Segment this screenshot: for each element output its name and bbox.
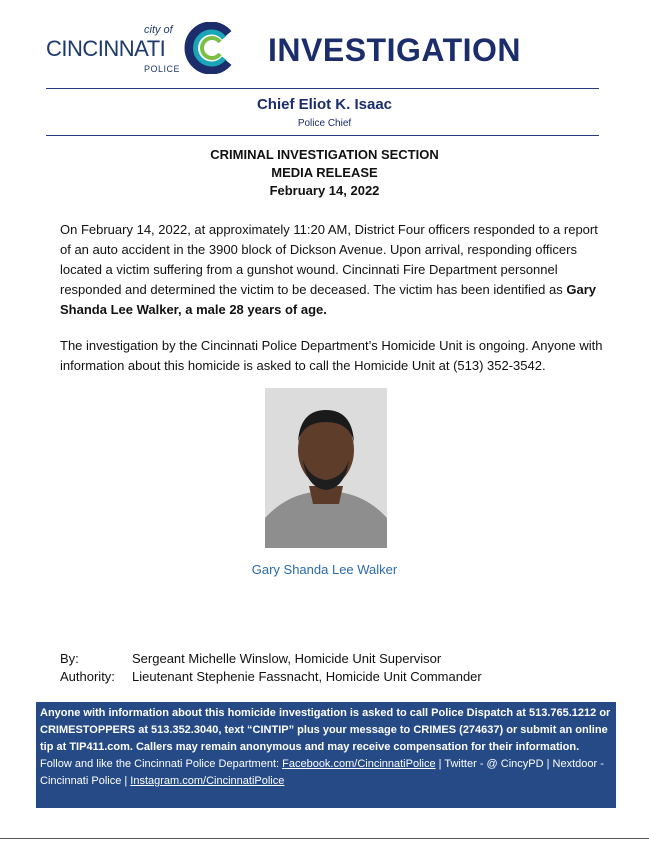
letterhead — [0, 0, 649, 90]
follow-prefix: Follow and like the Cincinnati Police Department: — [40, 758, 283, 770]
incident-paragraph — [60, 220, 610, 320]
header-divider — [46, 88, 599, 89]
instagram-link[interactable]: Instagram.com/CincinnatiPolice — [130, 775, 285, 787]
page-bottom-rule — [0, 838, 649, 839]
victim-identity: Gary Shanda Lee Walker, a male 28 years of age. — [60, 282, 596, 317]
facebook-link[interactable]: Facebook.com/CincinnatiPolice — [282, 758, 436, 770]
victim-photo — [265, 388, 387, 548]
authority-value: Lieutenant Stephenie Fassnacht, Homicide Unit Commander — [132, 669, 482, 684]
chief-role: Police Chief — [297, 118, 352, 129]
section-name: CRIMINAL INVESTIGATION SECTION — [210, 147, 439, 162]
cincinnati-police-logo — [46, 22, 236, 78]
chief-name: Chief Eliot K. Isaac — [256, 96, 393, 113]
tip-info-footer — [36, 702, 616, 808]
byline-authority — [60, 668, 482, 686]
follow-mid: | Twitter - @ CincyPD | Nextdoor - Cincinnati Police | — [40, 758, 604, 787]
tip-instructions: Anyone with information about this homicide investigation is asked to call Police Dispatch at 513.765.1212 or CRIMESTOPPERS at 513.352.3040, text “CINTIP” plus your message to CRIMES (274637) or submit an online tip at TIP411.com. Callers may remain anonymous and may receive compensation for their information. — [40, 707, 611, 753]
release-date: February 14, 2022 — [269, 183, 380, 198]
release-type: MEDIA RELEASE — [271, 165, 378, 180]
investigation-paragraph: The investigation by the Cincinnati Police Department’s Homicide Unit is ongoing. Anyone with information about this homicide is asked to call the Homicide Unit at (513) 352-3542. — [60, 338, 603, 373]
logo-c-mark-icon — [184, 22, 236, 74]
by-value: Sergeant Michelle Winslow, Homicide Unit Supervisor — [132, 651, 442, 666]
logo-police: POLICE — [144, 64, 181, 74]
incident-text: On February 14, 2022, at approximately 11:20 AM, District Four officers responded to a report of an auto accident in the 3900 block of Dickson Avenue. Upon arrival, responding officers located a victim suffering from a gunshot wound. Cincinnati Fire Department personnel responded and determined the victim to be deceased. The victim has been identified as — [60, 222, 598, 297]
by-label: By: — [60, 651, 79, 666]
social-links — [40, 756, 612, 790]
person-portrait-icon — [265, 388, 387, 548]
photo-caption: Gary Shanda Lee Walker — [251, 562, 398, 577]
logo-city-name: CINCINNATI — [46, 36, 166, 61]
logo-city-of: city of — [144, 24, 173, 36]
chief-divider — [46, 135, 599, 136]
byline-by — [60, 650, 441, 668]
release-heading — [0, 146, 649, 200]
authority-label: Authority: — [60, 669, 115, 684]
page-title: INVESTIGATION — [268, 32, 522, 68]
